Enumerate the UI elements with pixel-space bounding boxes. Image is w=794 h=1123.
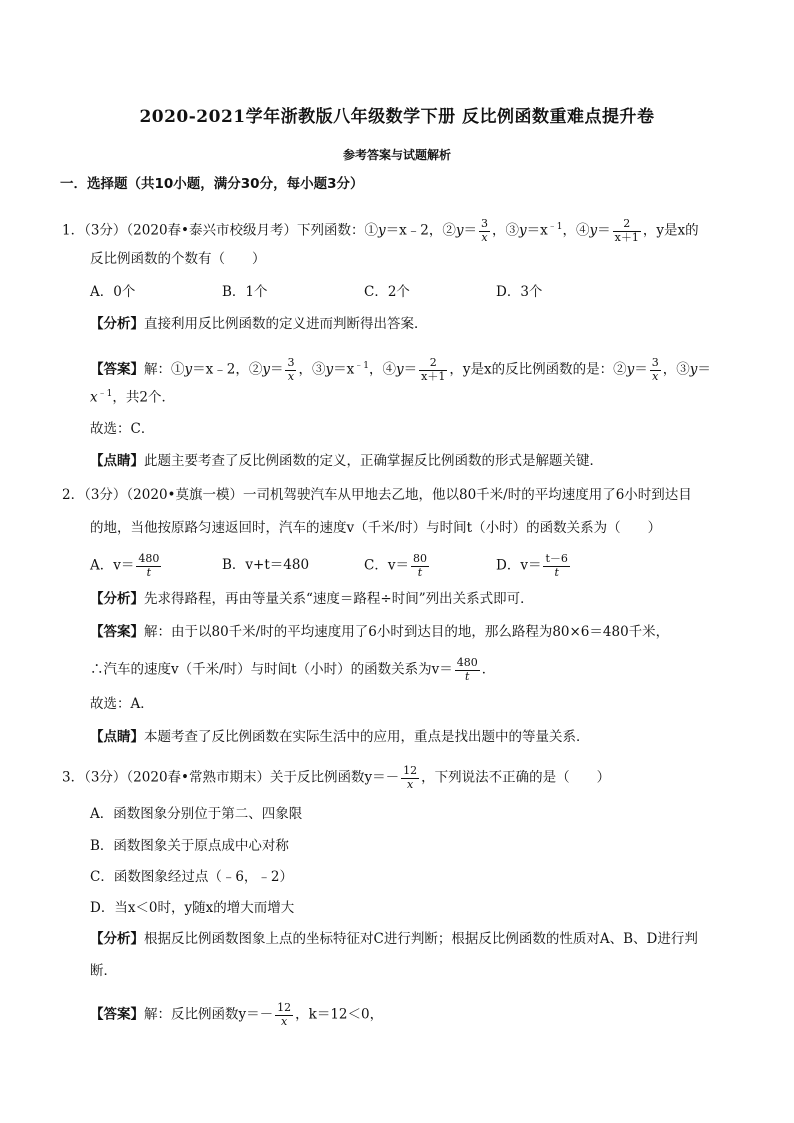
q2-option-d: D．v＝ $\frac{t-6}{t}$: [496, 552, 568, 579]
q2-option-c: C．v＝ $\frac{80}{t}$: [364, 552, 427, 579]
fraction: $\frac{2}{x+1}$: [421, 356, 446, 383]
q1-answer: 【答案】解：①y＝x﹣2，②y＝ $\frac{3}{x}$ ，$③y=x^{﹣1}$，④y＝ $\frac{2}{x+1}$ ，y是x的反比例函数的是：②y＝ $\frac{3}{x}$ ，③y＝: [90, 356, 711, 383]
fraction: $\frac{3}{x}$: [651, 356, 659, 383]
q3-answer: 【答案】解：反比例函数y＝－ $\frac{12}{x}$ ，k＝12＜0，: [90, 1001, 384, 1028]
q1-option-a: A．0个: [90, 284, 136, 300]
page-title: 2020-2021学年浙教版八年级数学下册 反比例函数重难点提升卷: [139, 107, 655, 127]
fraction: $\frac{3}{x}$: [480, 217, 488, 244]
q2-answer: 【答案】解：由于以80千米/时的平均速度用了6小时到达目的地，那么路程为80×6＝480千米，: [90, 624, 670, 640]
q3-stem: 3．（3分）（2020春•常熟市期末）关于反比例函数y＝－ $\frac{12}{x}$ ，下列说法不正确的是（ ）: [62, 764, 611, 791]
q1-option-d: D．3个: [496, 284, 543, 300]
q2-stem-line2: 的地，当他按原路匀速返回时，汽车的速度v（千米/时）与时间t（小时）的函数关系为（ ）: [90, 520, 662, 536]
q2-choice: 故选：A．: [90, 696, 154, 712]
q2-option-a: A．v＝ $\frac{480}{t}$: [90, 552, 160, 579]
q1-choice: 故选：C．: [90, 421, 155, 437]
q1-stem: 1．（3分）（2020春•泰兴市校级月考）下列函数：①y＝x﹣2，②y＝ $\frac{3}{x}$ ，$③y=x^{﹣1}$，④y＝ $\frac{2}{x+1}$ ，y是x的: [62, 217, 699, 244]
q1-option-b: B．1个: [222, 284, 268, 300]
q1-answer-line2: $x^{﹣1}$，共2个．: [90, 389, 175, 406]
fraction: $\frac{2}{x+1}$: [614, 217, 639, 244]
q2-analysis: 【分析】先求得路程，再由等量关系“速度＝路程÷时间”列出关系式即可．: [90, 591, 534, 607]
q3-analysis-line2: 断．: [90, 963, 117, 979]
q2-option-b: B．v+t＝480: [222, 557, 310, 573]
q1-analysis: 【分析】直接利用反比例函数的定义进而判断得出答案．: [90, 316, 428, 332]
q1-comment: 【点睛】此题主要考查了反比例函数的定义，正确掌握反比例函数的形式是解题关键．: [90, 453, 603, 469]
q2-comment: 【点睛】本题考查了反比例函数在实际生活中的应用，重点是找出题中的等量关系．: [90, 729, 590, 745]
q2-answer-line2: ∴汽车的速度v（千米/时）与时间t（小时）的函数关系为v＝ $\frac{480}{t}$ ．: [90, 656, 496, 683]
q1-stem-line2: 反比例函数的个数有（ ）: [90, 251, 266, 267]
page-subtitle: 参考答案与试题解析: [342, 148, 451, 162]
q1-option-c: C．2个: [364, 284, 410, 300]
q3-option-c: C．函数图象经过点（﹣6，﹣2）: [90, 869, 294, 885]
q3-option-d: D．当x＜0时，y随x的增大而增大: [90, 900, 295, 916]
q2-stem: 2．（3分）（2020•莫旗一模）一司机驾驶汽车从甲地去乙地，他以80千米/时的平均速度用了6小时到达目: [62, 487, 692, 503]
fraction: $\frac{3}{x}$: [287, 356, 295, 383]
q3-option-b: B．函数图象关于原点成中心对称: [90, 838, 289, 854]
section-heading: 一．选择题（共10小题，满分30分，每小题3分）: [60, 176, 364, 192]
q3-analysis: 【分析】根据反比例函数图象上点的坐标特征对C进行判断；根据反比例函数的性质对A、B、D进行判: [90, 931, 698, 947]
q3-option-a: A．函数图象分别位于第二、四象限: [90, 806, 303, 822]
